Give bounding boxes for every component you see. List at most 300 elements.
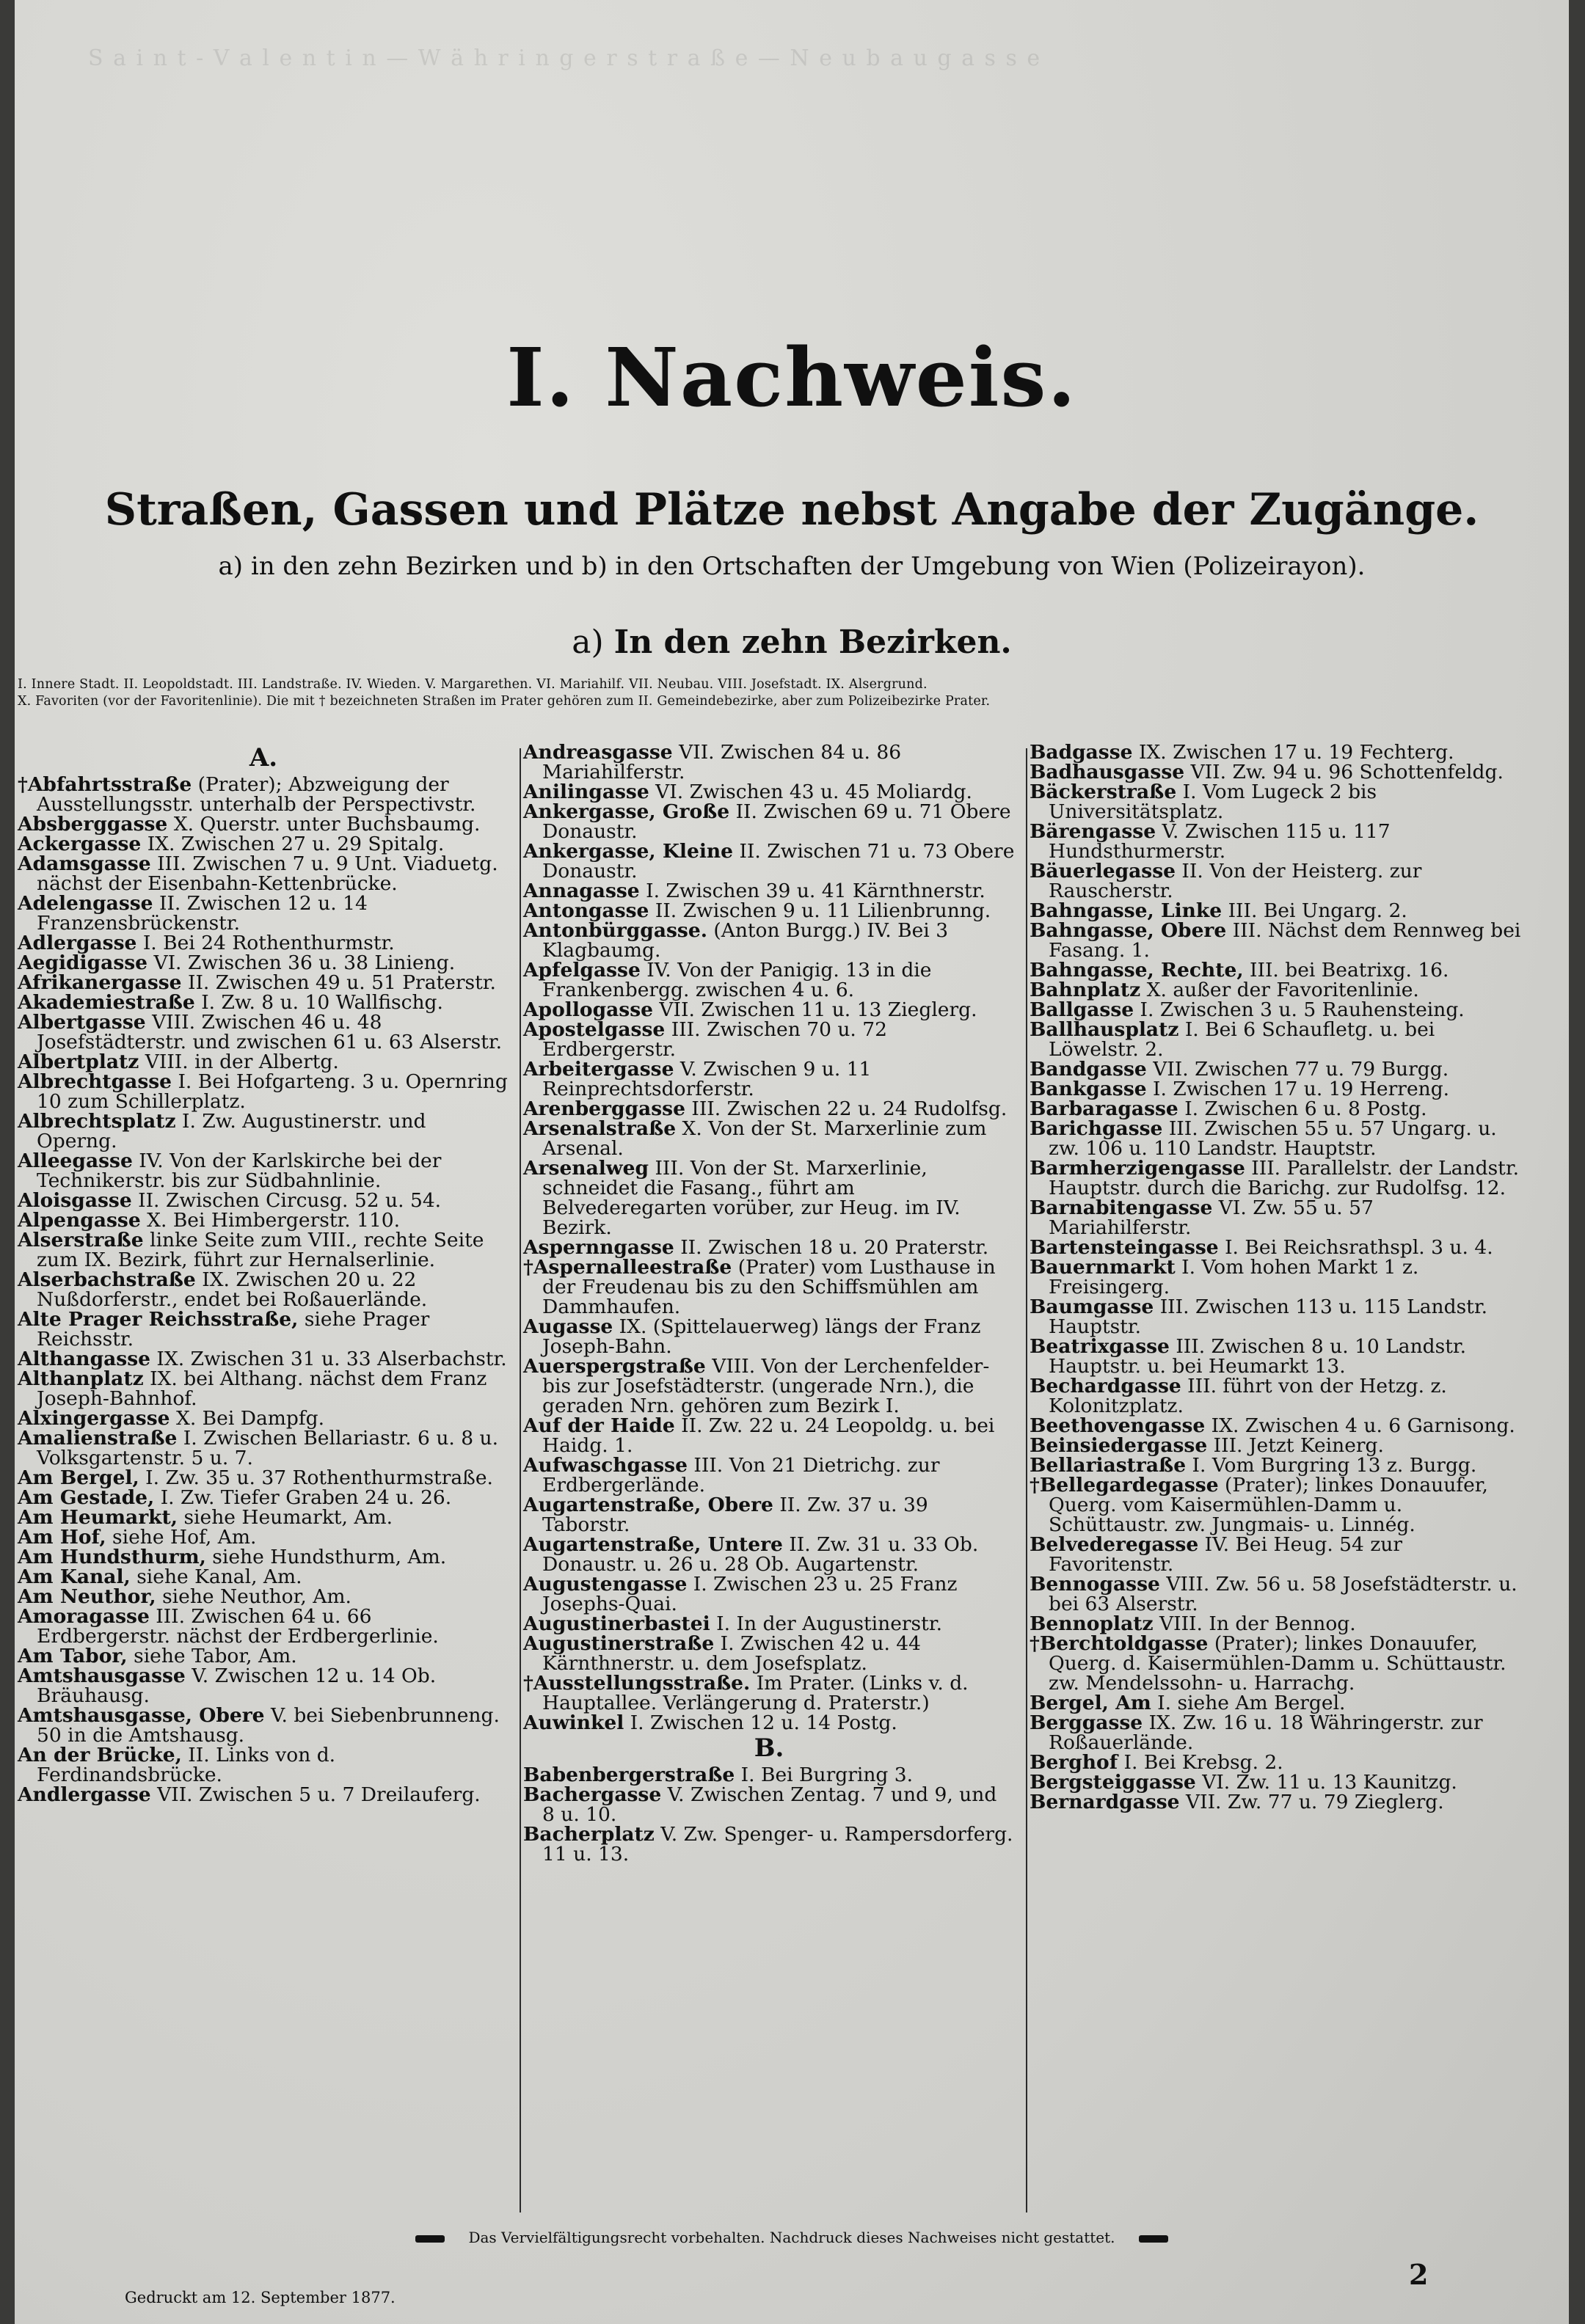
street-name: Anilingasse (523, 781, 649, 803)
street-description: I. Vom hohen Markt 1 z. Freisingerg. (1049, 1256, 1419, 1298)
street-name: Arenberggasse (523, 1097, 685, 1120)
street-description: IV. Von der Panigig. 13 in die Frankenbergg. zwischen 4 u. 6. (542, 959, 932, 1001)
street-entry (18, 1191, 509, 1210)
street-entry (1030, 1416, 1521, 1436)
street-description: III. Nächst dem Rennweg bei Fasang. 1. (1049, 919, 1521, 962)
street-entry (523, 901, 1015, 921)
street-name: Arbeitergasse (523, 1058, 674, 1081)
street-entry (18, 1706, 509, 1745)
street-description: IX. Zwischen 4 u. 6 Garnisong. (1211, 1414, 1515, 1437)
street-name: Bacherplatz (523, 1823, 655, 1846)
street-name: Bergsteiggasse (1030, 1771, 1196, 1794)
street-description: VII. Zw. 94 u. 96 Schottenfeldg. (1190, 761, 1504, 783)
street-name: Aufwaschgasse (523, 1454, 688, 1477)
street-name: Beatrixgasse (1030, 1335, 1170, 1358)
street-name: Beinsiedergasse (1030, 1434, 1208, 1457)
street-entry (1030, 1753, 1521, 1772)
street-name: Alte Prager Reichsstraße, (18, 1308, 299, 1331)
street-name: Ankergasse, Kleine (523, 840, 734, 863)
street-entry (1030, 1099, 1521, 1119)
street-name: Alxingergasse (18, 1407, 170, 1430)
street-name: Augartenstraße, Untere (523, 1533, 783, 1556)
street-description: I. Bei Krebsg. 2. (1123, 1751, 1283, 1774)
street-name: †Ausstellungsstraße. (523, 1672, 751, 1695)
street-entry (523, 742, 1015, 782)
street-entry (523, 1765, 1015, 1785)
street-description: (Prater); linkes Donauufer, Querg. vom Kaisermühlen-Damm u. Schüttaustr. zw. Jungmais- u. Linnég. (1049, 1474, 1488, 1536)
street-entry (1030, 1574, 1521, 1614)
street-description: V. bei Siebenbrunneng. 50 in die Amtshausg. (37, 1704, 500, 1747)
street-name: Augustinerbastei (523, 1612, 710, 1635)
street-entry (523, 1673, 1015, 1713)
ornament-left-icon (415, 2235, 445, 2243)
street-entry (18, 1646, 509, 1666)
street-name: Althanplatz (18, 1367, 144, 1390)
section-title: In den zehn Bezirken. (613, 624, 1012, 661)
street-name: Albertplatz (18, 1050, 139, 1073)
street-description: (Prater) vom Lusthause in der Freudenau bis zu den Schiffsmühlen am Dammhaufen. (542, 1256, 996, 1318)
street-entry (1030, 960, 1521, 980)
street-entry (18, 834, 509, 854)
street-description: II. Zw. 22 u. 24 Leopoldg. u. bei Haidg. 1. (542, 1414, 995, 1457)
street-description: IV. Von der Karlskirche bei der Technikerstr. bis zur Südbahnlinie. (37, 1150, 442, 1192)
street-name: Aspernngasse (523, 1236, 674, 1259)
street-description: I. Zwischen 39 u. 41 Kärnthnerstr. (646, 880, 985, 902)
street-description: III. führt von der Hetzg. z. Kolonitzplatz. (1049, 1375, 1447, 1417)
street-description: IX. (Spittelauerweg) längs der Franz Joseph-Bahn. (542, 1315, 981, 1358)
street-description: I. Zwischen 23 u. 25 Franz Josephs-Quai. (542, 1573, 958, 1615)
street-name: Amtshausgasse, Obere (18, 1704, 265, 1727)
street-entry (18, 1349, 509, 1369)
street-entry (18, 1151, 509, 1191)
street-name: Absberggasse (18, 813, 168, 836)
ornament-right-icon (1139, 2235, 1168, 2243)
street-description: siehe Heumarkt, Am. (183, 1506, 393, 1529)
street-entry (1030, 1634, 1521, 1693)
street-description: II. Zwischen Circusg. 52 u. 54. (138, 1189, 442, 1212)
street-description: I. Vom Lugeck 2 bis Universitätsplatz. (1049, 781, 1377, 823)
street-description: siehe Neuthor, Am. (162, 1585, 351, 1608)
street-name: Auwinkel (523, 1711, 624, 1734)
street-description: IV. Bei Heug. 54 zur Favoritenstr. (1049, 1533, 1403, 1576)
street-entry (523, 1000, 1015, 1020)
street-description: V. Zwischen 115 u. 117 Hundsthurmerstr. (1049, 820, 1391, 863)
street-description: VII. Zwischen 77 u. 79 Burgg. (1153, 1058, 1449, 1081)
street-column-2 (523, 742, 1015, 1864)
street-description: siehe Hof, Am. (112, 1526, 257, 1549)
street-description: VIII. Zwischen 46 u. 48 Josefstädterstr. und zwischen 61 u. 63 Alserstr. (37, 1011, 503, 1053)
page-title: I. Nachweis. (506, 330, 1077, 425)
street-name: Berghof (1030, 1751, 1118, 1774)
street-entry (1030, 1475, 1521, 1535)
street-entry (1030, 1000, 1521, 1020)
street-entry (18, 1508, 509, 1527)
street-description: X. Querstr. unter Buchsbaumg. (173, 813, 481, 836)
street-name: Baumgasse (1030, 1296, 1154, 1318)
street-name: Bahngasse, Linke (1030, 899, 1223, 922)
street-name: Aegidigasse (18, 951, 148, 974)
street-name: Alleegasse (18, 1150, 133, 1172)
street-name: Beethovengasse (1030, 1414, 1206, 1437)
street-description: IX. bei Althang. nächst dem Franz Joseph-Bahnhof. (37, 1367, 487, 1410)
street-name: Antongasse (523, 899, 649, 922)
street-name: Barichgasse (1030, 1117, 1163, 1140)
street-name: Badhausgasse (1030, 761, 1185, 783)
printed-date: Gedruckt am 12. September 1877. (125, 2289, 396, 2306)
street-description: II. Zwischen 9 u. 11 Lilienbrunng. (655, 899, 991, 922)
street-entry (523, 1238, 1015, 1257)
street-description: siehe Kanal, Am. (136, 1565, 302, 1588)
street-entry (1030, 1792, 1521, 1812)
street-entry (523, 1614, 1015, 1634)
street-entry (18, 1488, 509, 1508)
street-description: III. Von der St. Marxerlinie, schneidet die Fasang., führt am Belvederegarten vorüber, zur Heug. im IV. Bezirk. (542, 1157, 961, 1239)
footer-rights-text: Das Vervielfältigungsrecht vorbehalten. Nachdruck dieses Nachweises nicht gestattet. (468, 2229, 1115, 2246)
street-entry (1030, 1257, 1521, 1297)
street-name: Albertgasse (18, 1011, 146, 1034)
street-description: II. Zwischen 71 u. 73 Obere Donaustr. (542, 840, 1015, 883)
street-entry (1030, 901, 1521, 921)
street-name: Albrechtgasse (18, 1070, 172, 1093)
street-description: VI. Zw. 55 u. 57 Mariahilferstr. (1049, 1196, 1374, 1239)
street-name: Bauernmarkt (1030, 1256, 1176, 1279)
street-name: Adlergasse (18, 932, 137, 954)
street-entry (18, 1468, 509, 1488)
street-entry (523, 1020, 1015, 1059)
street-entry (1030, 1297, 1521, 1337)
street-description: I. Zwischen 17 u. 19 Herreng. (1153, 1078, 1450, 1100)
street-description: IX. Zw. 16 u. 18 Währingerstr. zur Roßauerlände. (1049, 1711, 1483, 1754)
street-name: Bärengasse (1030, 820, 1156, 843)
street-name: Augartenstraße, Obere (523, 1494, 773, 1516)
street-description: I. Zwischen 6 u. 8 Postg. (1184, 1097, 1427, 1120)
street-name: †Berchtoldgasse (1030, 1632, 1209, 1655)
section-heading (15, 624, 1569, 661)
street-description: (Prater); linkes Donauufer, Querg. d. Kaisermühlen-Damm u. Schüttaustr. zw. Mendelssohn- u. Harrachg. (1049, 1632, 1506, 1695)
street-entry (1030, 1198, 1521, 1238)
street-column-3 (1030, 742, 1521, 1812)
street-entry (1030, 1337, 1521, 1376)
street-entry (523, 1158, 1015, 1238)
street-description: I. Bei Burgring 3. (740, 1764, 914, 1786)
street-entry (18, 1072, 509, 1111)
street-description: siehe Tabor, Am. (134, 1645, 297, 1667)
street-column-1 (18, 742, 509, 1805)
street-entry (523, 1455, 1015, 1495)
section-prefix: a) (572, 624, 604, 661)
street-entry (18, 1408, 509, 1428)
street-description: III. Zwischen 8 u. 10 Landstr. Hauptstr. u. bei Heumarkt 13. (1049, 1335, 1467, 1378)
street-entry (1030, 1772, 1521, 1792)
bleed-through-text: S a i n t - V a l e n t i n — W ä h r i n g e r s t r a ß e — N e u b a u g a s s e (88, 45, 1042, 71)
street-name: Ankergasse, Große (523, 800, 730, 823)
street-entry (523, 921, 1015, 960)
street-description: I. Bei 6 Schaufletg. u. bei Löwelstr. 2. (1049, 1018, 1435, 1061)
street-entry (523, 1785, 1015, 1824)
street-name: Arsenalweg (523, 1157, 649, 1180)
street-name: Ballgasse (1030, 998, 1134, 1021)
district-legend (18, 676, 1559, 710)
street-description: I. Bei Reichsrathspl. 3 u. 4. (1225, 1236, 1493, 1259)
street-entry (18, 1270, 509, 1309)
street-description: I. Zwischen 42 u. 44 Kärnthnerstr. u. dem Josefsplatz. (542, 1632, 922, 1675)
street-entry (523, 782, 1015, 802)
street-entry (18, 1567, 509, 1587)
street-name: Augustinerstraße (523, 1632, 715, 1655)
street-description: III. Zwischen 7 u. 9 Unt. Viaduetg. nächst der Eisenbahn-Kettenbrücke. (37, 852, 498, 895)
street-name: Apfelgasse (523, 959, 641, 982)
street-description: linke Seite zum VIII., rechte Seite zum IX. Bezirk, führt zur Hernalserlinie. (37, 1229, 484, 1271)
street-name: Arsenalstraße (523, 1117, 677, 1140)
letter-heading: A. (249, 743, 278, 772)
street-entry (18, 1210, 509, 1230)
street-description: II. Von der Heisterg. zur Rauscherstr. (1049, 860, 1422, 902)
street-name: Akademiestraße (18, 991, 195, 1014)
street-entry (1030, 1079, 1521, 1099)
street-name: †Aspernalleestraße (523, 1256, 732, 1279)
street-description: VII. Zwischen 5 u. 7 Dreilauferg. (157, 1783, 481, 1806)
street-name: Bahnplatz (1030, 979, 1141, 1001)
street-description: VII. Zwischen 11 u. 13 Zieglerg. (659, 998, 977, 1021)
page-subline: a) in den zehn Bezirken und b) in den Ortschaften der Umgebung von Wien (Polizeirayon). (218, 552, 1366, 581)
page-sheet (15, 0, 1569, 2324)
street-description: VI. Zwischen 43 u. 45 Moliardg. (655, 781, 972, 803)
street-description: IX. Zwischen 17 u. 19 Fechterg. (1138, 741, 1454, 764)
street-description: siehe Hundsthurm, Am. (212, 1546, 447, 1568)
street-description: III. Zwischen 55 u. 57 Ungarg. u. zw. 106 u. 110 Landstr. Hauptstr. (1049, 1117, 1497, 1160)
street-entry (1030, 1238, 1521, 1257)
street-description: VI. Zw. 11 u. 13 Kaunitzg. (1202, 1771, 1457, 1794)
street-description: X. außer der Favoritenlinie. (1146, 979, 1419, 1001)
street-description: I. Zwischen Bellariastr. 6 u. 8 u. Volksgartenstr. 5 u. 7. (37, 1427, 499, 1469)
street-description: I. Zw. 8 u. 10 Wallfischg. (201, 991, 443, 1014)
street-entry (1030, 1059, 1521, 1079)
street-description: II. Zwischen 69 u. 71 Obere Donaustr. (542, 800, 1011, 843)
street-entry (523, 1713, 1015, 1733)
street-description: X. Bei Dampfg. (175, 1407, 325, 1430)
street-name: †Abfahrtsstraße (18, 773, 192, 796)
street-entry (18, 775, 509, 814)
street-description: II. Zw. 37 u. 39 Taborstr. (542, 1494, 928, 1536)
street-entry (1030, 1614, 1521, 1634)
street-name: Bergel, Am (1030, 1692, 1151, 1714)
street-description: I. siehe Am Bergel. (1157, 1692, 1346, 1714)
street-entry (18, 1012, 509, 1052)
street-name: Auerspergstraße (523, 1355, 706, 1378)
street-name: Barnabitengasse (1030, 1196, 1213, 1219)
street-entry (1030, 742, 1521, 762)
street-description: V. Zw. Spenger- u. Rampersdorferg. 11 u. 13. (542, 1823, 1013, 1866)
street-name: Aloisgasse (18, 1189, 132, 1212)
street-entry (523, 1059, 1015, 1099)
street-name: Adamsgasse (18, 852, 151, 875)
street-description: VIII. In der Bennog. (1159, 1612, 1356, 1635)
street-entry (523, 1356, 1015, 1416)
street-description: siehe Prager Reichsstr. (37, 1308, 430, 1351)
street-entry (18, 1607, 509, 1646)
street-name: Afrikanergasse (18, 971, 182, 994)
street-description: IX. Zwischen 20 u. 22 Nußdorferstr., endet bei Roßauerlände. (37, 1268, 428, 1311)
street-description: VIII. Von der Lerchenfelder- bis zur Josefstädterstr. (ungerade Nrn.), die geraden Nrn. gehören zum Bezirk I. (542, 1355, 990, 1417)
street-name: Barmherzigengasse (1030, 1157, 1245, 1180)
column-divider (1026, 748, 1027, 2212)
street-description: IX. Zwischen 27 u. 29 Spitalg. (147, 833, 445, 855)
street-name: Am Hundsthurm, (18, 1546, 206, 1568)
street-name: Augasse (523, 1315, 613, 1338)
street-name: Ackergasse (18, 833, 142, 855)
street-name: Andreasgasse (523, 741, 673, 764)
street-entry (18, 1309, 509, 1349)
street-entry (18, 1230, 509, 1270)
street-description: III. Jetzt Keinerg. (1213, 1434, 1384, 1457)
street-entry (1030, 1436, 1521, 1455)
street-description: III. Zwischen 70 u. 72 Erdbergerstr. (542, 1018, 887, 1061)
letter-heading: B. (754, 1733, 784, 1763)
footer-rights (15, 2229, 1569, 2246)
street-name: Apollogasse (523, 998, 653, 1021)
street-name: Bahngasse, Rechte, (1030, 959, 1244, 982)
street-name: Auf der Haide (523, 1414, 675, 1437)
district-legend-line: I. Innere Stadt. II. Leopoldstadt. III. Landstraße. IV. Wieden. V. Margarethen. VI. Mariahilf. VII. Neubau. VIII. Josefstadt. IX. Alsergrund. (18, 677, 928, 692)
street-description: V. Zwischen 12 u. 14 Ob. Bräuhausg. (37, 1665, 437, 1707)
street-description: I. Vom Burgring 13 z. Burgg. (1192, 1454, 1477, 1477)
street-entry (18, 854, 509, 894)
street-description: II. Zwischen 18 u. 20 Praterstr. (680, 1236, 989, 1259)
street-entry (1030, 921, 1521, 960)
street-name: Bechardgasse (1030, 1375, 1181, 1397)
street-name: Bankgasse (1030, 1078, 1147, 1100)
street-name: Am Bergel, (18, 1466, 139, 1489)
street-description: V. Zwischen Zentag. 7 und 9, und 8 u. 10. (542, 1783, 997, 1826)
street-entry (523, 1495, 1015, 1535)
street-name: Amtshausgasse (18, 1665, 186, 1687)
street-name: Andlergasse (18, 1783, 151, 1806)
street-entry (1030, 782, 1521, 822)
street-description: X. Bei Himbergerstr. 110. (147, 1209, 401, 1232)
street-entry (18, 1785, 509, 1805)
street-description: II. Zwischen 49 u. 51 Praterstr. (187, 971, 496, 994)
street-description: III. Von 21 Dietrichg. zur Erdbergerlände. (542, 1454, 940, 1497)
street-name: Amalienstraße (18, 1427, 178, 1450)
street-entry (18, 1547, 509, 1567)
street-entry (523, 1634, 1015, 1673)
street-name: Am Neuthor, (18, 1585, 156, 1608)
street-name: Annagasse (523, 880, 640, 902)
street-name: Barbaragasse (1030, 1097, 1178, 1120)
street-description: I. In der Augustinerstr. (716, 1612, 942, 1635)
street-description: IX. Zwischen 31 u. 33 Alserbachstr. (156, 1348, 507, 1370)
street-description: (Prater); Abzweigung der Ausstellungsstr. unterhalb der Perspectivstr. (37, 773, 476, 816)
street-entry (18, 894, 509, 933)
street-name: Adelengasse (18, 892, 153, 915)
street-name: Am Gestade, (18, 1486, 155, 1509)
street-name: Bellariastraße (1030, 1454, 1187, 1477)
street-name: Ballhausplatz (1030, 1018, 1179, 1041)
street-entry (18, 1527, 509, 1547)
street-description: Im Prater. (Links v. d. Hauptallee. Verlängerung d. Praterstr.) (542, 1672, 969, 1714)
street-name: †Bellegardegasse (1030, 1474, 1219, 1497)
street-name: Apostelgasse (523, 1018, 666, 1041)
street-entry (18, 814, 509, 834)
page-number: 2 (1409, 2258, 1429, 2291)
street-description: I. Zw. 35 u. 37 Rothenthurmstraße. (145, 1466, 493, 1489)
street-description: III. Zwischen 64 u. 66 Erdbergerstr. nächst der Erdbergerlinie. (37, 1605, 439, 1648)
street-entry (18, 1745, 509, 1785)
street-entry (18, 973, 509, 993)
street-entry (1030, 1119, 1521, 1158)
street-name: Bäckerstraße (1030, 781, 1177, 803)
street-name: Bandgasse (1030, 1058, 1147, 1081)
street-entry (1030, 1020, 1521, 1059)
street-entry (1030, 1455, 1521, 1475)
street-name: Badgasse (1030, 741, 1133, 764)
street-name: Alserbachstraße (18, 1268, 196, 1291)
street-entry (18, 1111, 509, 1151)
street-entry (1030, 1693, 1521, 1713)
street-description: I. Bei 24 Rothenthurmstr. (142, 932, 395, 954)
street-name: Babenbergerstraße (523, 1764, 735, 1786)
street-description: I. Zwischen 3 u. 5 Rauhensteing. (1140, 998, 1465, 1021)
column-divider (520, 748, 521, 2212)
street-description: II. Zwischen 12 u. 14 Franzensbrückenstr. (37, 892, 368, 935)
street-name: Am Kanal, (18, 1565, 131, 1588)
street-description: VIII. Zw. 56 u. 58 Josefstädterstr. u. bei 63 Alserstr. (1049, 1573, 1517, 1615)
street-name: Bachergasse (523, 1783, 662, 1806)
street-entry (523, 1416, 1015, 1455)
street-description: III. Parallelstr. der Landstr. Hauptstr. durch die Barichg. zur Rudolfsg. 12. (1049, 1157, 1519, 1199)
street-name: Berggasse (1030, 1711, 1143, 1734)
street-entry (1030, 980, 1521, 1000)
street-description: X. Von der St. Marxerlinie zum Arsenal. (542, 1117, 987, 1160)
street-description: II. Links von d. Ferdinandsbrücke. (37, 1744, 336, 1786)
street-description: I. Zwischen 12 u. 14 Postg. (630, 1711, 897, 1734)
street-description: I. Zw. Augustinerstr. und Operng. (37, 1110, 426, 1152)
street-entry (18, 1428, 509, 1468)
street-name: Bäuerlegasse (1030, 860, 1176, 883)
street-description: V. Zwischen 9 u. 11 Reinprechtsdorferstr. (542, 1058, 872, 1100)
page-subtitle: Straßen, Gassen und Plätze nebst Angabe der Zugänge. (104, 484, 1479, 536)
street-description: III. bei Beatrixg. 16. (1250, 959, 1449, 982)
district-legend-line: X. Favoriten (vor der Favoritenlinie). Die mit † bezeichneten Straßen im Prater gehören zum II. Gemeindebezirke, aber zum Polizeibezirke Prater. (18, 694, 991, 709)
street-name: Am Hof, (18, 1526, 106, 1549)
street-entry (1030, 1535, 1521, 1574)
street-entry (523, 802, 1015, 841)
street-name: Augustengasse (523, 1573, 688, 1596)
street-entry (523, 1574, 1015, 1614)
street-description: (Anton Burgg.) IV. Bei 3 Klagbaumg. (542, 919, 949, 962)
street-entry (1030, 762, 1521, 782)
street-entry (523, 1535, 1015, 1574)
street-entry (18, 933, 509, 953)
street-name: Belvederegasse (1030, 1533, 1199, 1556)
street-name: Bahngasse, Obere (1030, 919, 1227, 942)
street-name: Althangasse (18, 1348, 150, 1370)
street-name: An der Brücke, (18, 1744, 182, 1766)
street-entry (18, 1587, 509, 1607)
street-entry (1030, 822, 1521, 861)
street-entry (1030, 1376, 1521, 1416)
street-entry (523, 881, 1015, 901)
street-description: VII. Zw. 77 u. 79 Zieglerg. (1185, 1791, 1444, 1813)
street-description: I. Zw. Tiefer Graben 24 u. 26. (160, 1486, 452, 1509)
street-entry (18, 1052, 509, 1072)
street-entry (1030, 1158, 1521, 1198)
street-name: Alpengasse (18, 1209, 141, 1232)
street-entry (18, 1369, 509, 1408)
street-name: Bernardgasse (1030, 1791, 1180, 1813)
street-description: I. Bei Hofgarteng. 3 u. Opernring 10 zum Schillerplatz. (37, 1070, 508, 1113)
street-entry (1030, 1713, 1521, 1753)
